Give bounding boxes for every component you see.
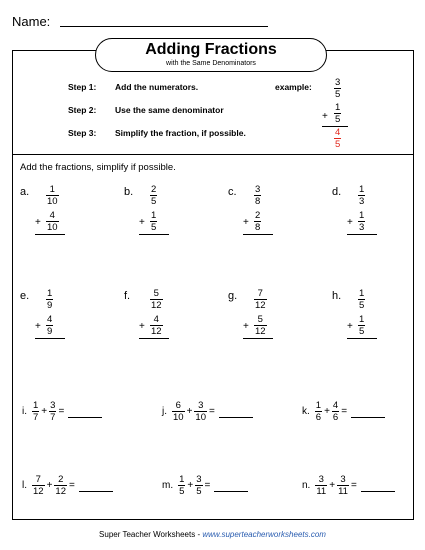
- numerator: 4: [335, 127, 341, 138]
- denominator: 5: [335, 139, 341, 150]
- step-2-number: Step 2:: [68, 105, 97, 115]
- numerator: 4: [332, 400, 339, 411]
- answer-line[interactable]: [347, 234, 377, 235]
- instructions: Add the fractions, simplify if possible.: [20, 162, 176, 173]
- denominator: 8: [255, 196, 261, 207]
- problem-top-fraction: [46, 184, 59, 207]
- numerator: 1: [46, 184, 59, 196]
- equals-sign: =: [209, 406, 215, 417]
- denominator: 5: [359, 300, 365, 311]
- answer-blank[interactable]: [361, 480, 395, 492]
- page-title: Adding Fractions: [145, 41, 277, 58]
- numerator: 5: [150, 288, 163, 300]
- step-3-text: Simplify the fraction, if possible.: [115, 128, 246, 138]
- problem-bottom-fraction: [150, 314, 163, 337]
- first-fraction: [32, 400, 39, 423]
- numerator: 4: [46, 210, 59, 222]
- numerator: 1: [179, 474, 185, 485]
- section-divider: [12, 154, 414, 155]
- example-answer-fraction: [334, 127, 341, 150]
- equals-sign: =: [350, 480, 357, 491]
- second-fraction: [49, 400, 56, 423]
- numerator: 7: [254, 288, 267, 300]
- numerator: 2: [54, 474, 67, 486]
- numerator: 5: [254, 314, 267, 326]
- plus-sign: +: [35, 217, 41, 228]
- denominator: 5: [196, 486, 202, 497]
- denominator: 12: [255, 300, 266, 311]
- plus-sign: +: [347, 321, 353, 332]
- denominator: 5: [335, 114, 341, 125]
- equals-sign: =: [341, 406, 348, 417]
- numerator: 7: [32, 474, 45, 486]
- answer-line[interactable]: [243, 234, 273, 235]
- first-fraction: [178, 474, 185, 497]
- first-fraction: [315, 400, 322, 423]
- answer-blank[interactable]: [219, 406, 253, 418]
- footer-url[interactable]: www.superteacherworksheets.com: [202, 530, 326, 539]
- denominator: 10: [195, 412, 206, 423]
- denominator: 12: [255, 326, 266, 337]
- plus-sign: +: [139, 321, 145, 332]
- problem-top-fraction: [358, 184, 365, 207]
- second-fraction: [54, 474, 67, 497]
- denominator: 8: [255, 222, 261, 233]
- equation-problem: [160, 400, 253, 430]
- denominator: 3: [359, 222, 365, 233]
- denominator: 7: [50, 412, 56, 423]
- answer-line[interactable]: [139, 234, 169, 235]
- plus-sign: +: [41, 406, 48, 417]
- plus-sign: +: [35, 321, 41, 332]
- numerator: 1: [359, 314, 365, 325]
- denominator: 10: [47, 222, 58, 233]
- denominator: 9: [47, 300, 53, 311]
- second-fraction: [337, 474, 349, 497]
- problem-label: l.: [22, 480, 27, 491]
- plus-sign: +: [139, 217, 145, 228]
- numerator: 4: [47, 314, 53, 325]
- denominator: 5: [151, 196, 157, 207]
- name-field[interactable]: [60, 26, 268, 27]
- step-1-text: Add the numerators.: [115, 82, 199, 92]
- problem-label: k.: [302, 406, 310, 417]
- plus-sign: +: [186, 406, 193, 417]
- problem-top-fraction: [254, 184, 261, 207]
- second-fraction: [194, 400, 207, 423]
- problem-label: b.: [124, 186, 134, 198]
- problem-label: g.: [228, 290, 238, 302]
- denominator: 11: [338, 486, 348, 497]
- plus-sign: +: [324, 406, 330, 417]
- problem-label: m.: [162, 480, 174, 491]
- plus-sign: +: [243, 217, 249, 228]
- plus-sign: +: [347, 217, 353, 228]
- problem-top-fraction: [358, 288, 365, 311]
- numerator: 6: [172, 400, 185, 412]
- numerator: 1: [33, 400, 39, 411]
- page-subtitle: with the Same Denominators: [166, 60, 256, 67]
- answer-blank[interactable]: [351, 406, 385, 418]
- numerator: 1: [359, 210, 365, 221]
- problem-bottom-fraction: [254, 314, 267, 337]
- equation-problem: [300, 474, 395, 504]
- numerator: 3: [315, 474, 327, 486]
- problem-top-fraction: [150, 184, 157, 207]
- denominator: 5: [151, 222, 157, 233]
- numerator: 2: [255, 210, 261, 221]
- step-3-number: Step 3:: [68, 128, 97, 138]
- answer-line[interactable]: [35, 338, 65, 339]
- numerator: 1: [335, 102, 341, 113]
- numerator: 3: [255, 184, 261, 195]
- problem-bottom-fraction: [150, 210, 157, 233]
- example-plus-sign: +: [322, 111, 328, 122]
- answer-line[interactable]: [35, 234, 65, 235]
- problem-label: n.: [302, 480, 311, 491]
- plus-sign: +: [46, 480, 53, 491]
- numerator: 1: [151, 210, 157, 221]
- problem-label: j.: [162, 406, 167, 417]
- numerator: 1: [359, 288, 365, 299]
- problem-top-fraction: [254, 288, 267, 311]
- denominator: 6: [332, 412, 339, 423]
- example-bottom-fraction: [334, 102, 341, 125]
- equals-sign: =: [204, 480, 211, 491]
- numerator: 3: [50, 400, 56, 411]
- answer-blank[interactable]: [79, 480, 113, 492]
- equation-problem: [20, 474, 113, 504]
- answer-line[interactable]: [139, 338, 169, 339]
- answer-line[interactable]: [347, 338, 377, 339]
- denominator: 12: [55, 486, 66, 497]
- plus-sign: +: [329, 480, 336, 491]
- plus-sign: +: [187, 480, 194, 491]
- denominator: 12: [151, 326, 162, 337]
- numerator: 2: [151, 184, 157, 195]
- first-fraction: [315, 474, 327, 497]
- equals-sign: =: [69, 480, 75, 491]
- denominator: 5: [335, 89, 341, 100]
- numerator: 3: [196, 474, 202, 485]
- problem-bottom-fraction: [46, 210, 59, 233]
- first-fraction: [172, 400, 185, 423]
- worksheet-frame: [12, 50, 414, 520]
- step-1-number: Step 1:: [68, 82, 97, 92]
- answer-blank[interactable]: [214, 480, 248, 492]
- denominator: 5: [179, 486, 185, 497]
- problem-label: i.: [22, 406, 27, 417]
- problem-label: h.: [332, 290, 342, 302]
- equation-problem: [300, 400, 385, 430]
- equals-sign: =: [58, 406, 65, 417]
- footer: [0, 530, 425, 539]
- numerator: 1: [315, 400, 322, 411]
- problem-label: e.: [20, 290, 30, 302]
- denominator: 11: [316, 486, 327, 497]
- denominator: 10: [173, 412, 184, 423]
- problem-bottom-fraction: [254, 210, 261, 233]
- numerator: 1: [47, 288, 53, 299]
- problem-label: d.: [332, 186, 342, 198]
- title-banner: [95, 38, 327, 72]
- plus-sign: +: [243, 321, 249, 332]
- second-fraction: [195, 474, 202, 497]
- problem-label: a.: [20, 186, 30, 198]
- answer-blank[interactable]: [68, 406, 102, 418]
- problem-bottom-fraction: [358, 210, 365, 233]
- numerator: 3: [337, 474, 349, 486]
- denominator: 3: [359, 196, 365, 207]
- denominator: 9: [47, 326, 53, 337]
- denominator: 5: [359, 326, 365, 337]
- example-top-fraction: [334, 77, 341, 100]
- denominator: 12: [33, 486, 44, 497]
- step-2-text: Use the same denominator: [115, 105, 224, 115]
- second-fraction: [332, 400, 339, 423]
- problem-bottom-fraction: [358, 314, 365, 337]
- denominator: 10: [47, 196, 58, 207]
- example-label: example:: [275, 82, 312, 92]
- numerator: 4: [150, 314, 163, 326]
- problem-top-fraction: [46, 288, 53, 311]
- footer-brand: Super Teacher Worksheets -: [99, 530, 203, 539]
- equation-problem: [160, 474, 248, 504]
- numerator: 3: [335, 77, 341, 88]
- numerator: 1: [359, 184, 365, 195]
- problem-label: f.: [124, 290, 131, 302]
- denominator: 7: [33, 412, 39, 423]
- answer-line[interactable]: [243, 338, 273, 339]
- first-fraction: [32, 474, 45, 497]
- denominator: 6: [315, 412, 322, 423]
- numerator: 3: [194, 400, 207, 412]
- denominator: 12: [151, 300, 162, 311]
- problem-bottom-fraction: [46, 314, 53, 337]
- name-label: Name:: [12, 14, 51, 29]
- equation-problem: [20, 400, 102, 430]
- problem-label: c.: [228, 186, 237, 198]
- problem-top-fraction: [150, 288, 163, 311]
